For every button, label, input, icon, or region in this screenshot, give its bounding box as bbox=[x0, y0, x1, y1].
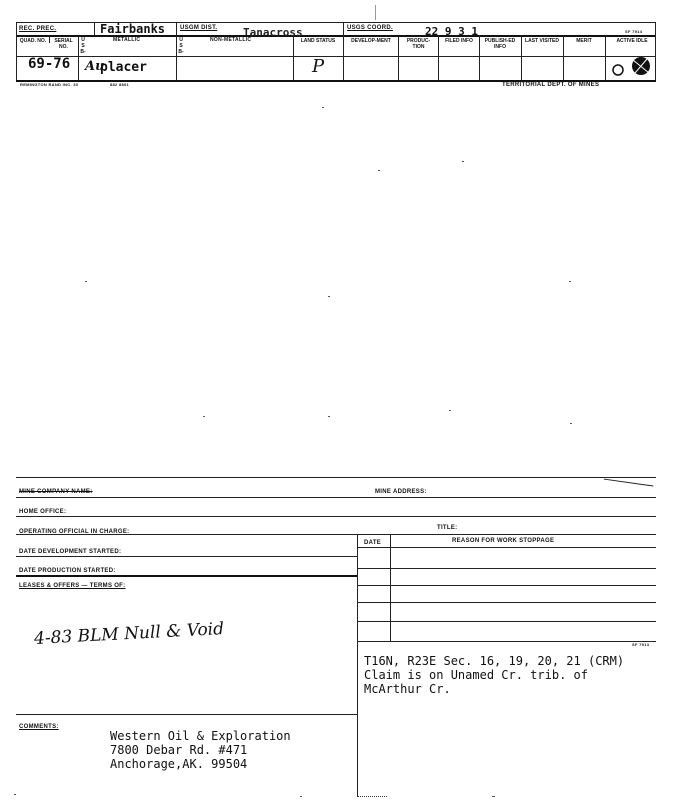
department-imprint: TERRITORIAL DEPT. OF MINES bbox=[502, 82, 600, 88]
col-published-info: PUBLISH-ED INFO bbox=[484, 38, 516, 50]
printer-imprint: REMINGTON RAND INC. 30 bbox=[20, 82, 79, 87]
col-merit: MERIT bbox=[576, 38, 592, 44]
home-office-label: HOME OFFICE: bbox=[19, 509, 67, 515]
usgs-coord-label: USGS COORD. bbox=[347, 25, 393, 31]
col-last-visited: LAST VISITED bbox=[525, 38, 559, 44]
title-label: TITLE: bbox=[437, 525, 458, 531]
operating-official-label: OPERATING OFFICIAL IN CHARGE: bbox=[19, 529, 130, 535]
usgs-coord-value: 22 9 3 1 bbox=[425, 25, 478, 38]
mine-company-label: MINE COMPANY NAME: bbox=[19, 489, 93, 495]
col-development: DEVELOP-MENT bbox=[351, 38, 391, 44]
production-started-label: DATE PRODUCTION STARTED: bbox=[19, 568, 116, 574]
col-production: PRODUC-TION bbox=[406, 38, 431, 50]
reason-column-label: REASON FOR WORK STOPPAGE bbox=[452, 538, 555, 544]
col-metallic: METALLIC bbox=[113, 37, 141, 43]
active-stamp-icon bbox=[611, 56, 655, 80]
handwritten-note: 4-83 BLM Null & Void bbox=[33, 619, 225, 649]
comment-line: Western Oil & Exploration bbox=[110, 729, 291, 743]
mine-address-label: MINE ADDRESS: bbox=[375, 489, 427, 495]
quad-serial-value: 69-76 bbox=[28, 56, 71, 72]
col-land-status: LAND STATUS bbox=[300, 38, 336, 44]
usgm-dist-label: USGM DIST. bbox=[180, 25, 218, 31]
land-status-value: P bbox=[312, 56, 325, 77]
comment-line: Anchorage,AK. 99504 bbox=[110, 757, 248, 771]
metallic-value: placer bbox=[100, 60, 147, 75]
location-line: Claim is on Unamed Cr. trib. of bbox=[364, 668, 588, 682]
comments-label: COMMENTS: bbox=[19, 724, 59, 730]
col-usb-metallic: U S B- bbox=[80, 37, 86, 55]
col-serial: SERIAL NO. bbox=[54, 38, 73, 50]
location-line: McArthur Cr. bbox=[364, 682, 451, 696]
development-started-label: DATE DEVELOPMENT STARTED: bbox=[19, 549, 122, 555]
printer-codes: 882 8801 bbox=[110, 82, 130, 87]
usgm-dist-value: Tanacross bbox=[243, 26, 303, 39]
comment-line: 7800 Debar Rd. #471 bbox=[110, 743, 248, 757]
date-column-label: DATE bbox=[364, 540, 382, 546]
location-line: T16N, R23E Sec. 16, 19, 20, 21 (CRM) bbox=[364, 654, 625, 668]
col-usb-nonmetallic: U S B- bbox=[178, 37, 184, 55]
form-number: SF 7914 bbox=[625, 29, 643, 34]
rec-prec-value: Fairbanks bbox=[100, 22, 166, 36]
form-number-small: SF 7913 bbox=[632, 642, 650, 647]
col-quad: QUAD. NO. bbox=[19, 38, 47, 44]
col-active-idle: ACTIVE IDLE bbox=[616, 38, 648, 44]
col-nonmetallic: NON-METALLIC bbox=[210, 37, 252, 43]
leases-label: LEASES & OFFERS — TERMS OF: bbox=[19, 583, 126, 589]
metallic-prefix: Au bbox=[85, 59, 105, 74]
col-filed-info: FILED INFO bbox=[445, 38, 473, 44]
rec-prec-label: REC. PREC. bbox=[19, 26, 57, 32]
